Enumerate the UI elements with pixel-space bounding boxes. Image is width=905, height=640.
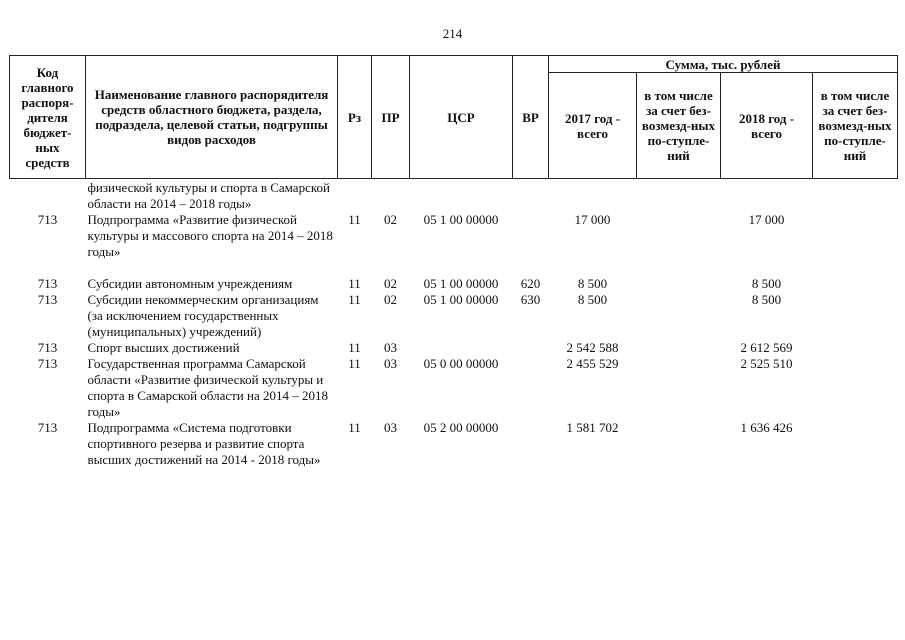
cell-2017-free	[637, 212, 721, 260]
table-row	[10, 292, 898, 340]
cell-name: Государственная программа Самарской области «Развитие физической культуры и спорта в Самарской области на 2014 – 2018 годы»	[87, 356, 328, 419]
table-row	[10, 212, 898, 260]
cell-2017-total: 8 500	[577, 276, 608, 291]
header-rz: Рз	[338, 56, 372, 179]
cell-code: 713	[37, 276, 58, 291]
table-header	[10, 56, 898, 179]
cell-csr	[410, 340, 513, 356]
cell-code	[10, 179, 86, 213]
cell-rz	[338, 179, 372, 213]
cell-2018-total: 2 525 510	[740, 356, 793, 371]
cell-2017-total: 1 581 702	[566, 420, 619, 435]
cell-2018-total: 8 500	[751, 292, 782, 307]
cell-2017-free	[637, 356, 721, 420]
cell-2018-total: 17 000	[748, 212, 785, 227]
cell-pr: 02	[384, 212, 397, 227]
header-2017-free: в том числе за счет без-возмезд-ных по-ступле-ний	[637, 73, 721, 179]
table-body	[10, 179, 898, 469]
cell-name: Подпрограмма «Развитие физической культуры и массового спорта на 2014 – 2018 годы»	[87, 212, 333, 259]
cell-pr: 03	[384, 420, 397, 435]
cell-code: 713	[37, 356, 58, 371]
cell-vr: 630	[520, 292, 541, 307]
table-row	[10, 340, 898, 356]
cell-csr: 05 2 00 00000	[423, 420, 499, 435]
cell-pr: 03	[384, 340, 397, 355]
cell-2018-free	[813, 356, 898, 420]
cell-2018-free	[813, 340, 898, 356]
page-number: 214	[442, 26, 463, 41]
cell-rz: 11	[348, 340, 361, 355]
cell-name: Субсидии автономным учреждениям	[87, 276, 293, 291]
cell-rz: 11	[348, 356, 361, 371]
cell-2018-total: 1 636 426	[740, 420, 793, 435]
cell-name: Спорт высших достижений	[87, 340, 240, 355]
cell-vr	[513, 179, 549, 213]
cell-csr: 05 1 00 00000	[423, 276, 499, 291]
cell-2018-total: 2 612 569	[740, 340, 793, 355]
header-sum-group: Сумма, тыс. рублей	[549, 56, 898, 73]
header-pr: ПР	[372, 56, 410, 179]
cell-vr	[513, 212, 549, 260]
table-row	[10, 420, 898, 468]
cell-pr: 02	[384, 292, 397, 307]
table-row	[10, 276, 898, 292]
cell-2017-total: 2 455 529	[566, 356, 619, 371]
cell-pr: 03	[384, 356, 397, 371]
header-2018-total: 2018 год - всего	[721, 73, 813, 179]
cell-pr: 02	[384, 276, 397, 291]
cell-2017-free	[637, 420, 721, 468]
cell-2017-total: 17 000	[574, 212, 611, 227]
cell-2017-free	[637, 292, 721, 340]
cell-rz: 11	[348, 212, 361, 227]
cell-2018-free	[813, 292, 898, 340]
cell-csr: 05 0 00 00000	[423, 356, 499, 371]
header-name: Наименование главного распорядителя средств областного бюджета, раздела, подраздела, целевой статьи, подгруппы видов расходов	[86, 56, 338, 179]
cell-2017-free	[637, 179, 721, 213]
header-code: Код главного распоря-дителя бюджет-ных средств	[10, 56, 86, 179]
cell-2018-free	[813, 276, 898, 292]
spacer-cell	[10, 260, 898, 276]
cell-2018-total: 8 500	[751, 276, 782, 291]
cell-rz: 11	[348, 276, 361, 291]
cell-2017-total	[549, 179, 637, 213]
cell-code: 713	[37, 420, 58, 435]
spacer-row	[10, 260, 898, 276]
cell-vr	[513, 420, 549, 468]
cell-csr	[410, 179, 513, 213]
cell-name: Подпрограмма «Система подготовки спортивного резерва и развитие спорта высших достижений на 2014 - 2018 годы»	[87, 420, 321, 467]
cell-pr	[372, 179, 410, 213]
cell-rz: 11	[348, 292, 361, 307]
header-2017-total: 2017 год - всего	[549, 73, 637, 179]
cell-rz: 11	[348, 420, 361, 435]
budget-table	[9, 55, 898, 468]
cell-2017-total: 2 542 588	[566, 340, 619, 355]
cell-vr	[513, 340, 549, 356]
cell-vr	[513, 356, 549, 420]
cell-name: физической культуры и спорта в Самарской области на 2014 – 2018 годы»	[87, 180, 330, 211]
cell-2018-free	[813, 212, 898, 260]
cell-csr: 05 1 00 00000	[423, 292, 499, 307]
header-vr: ВР	[513, 56, 549, 179]
cell-2018-total	[721, 179, 813, 213]
cell-2017-free	[637, 276, 721, 292]
cell-csr: 05 1 00 00000	[423, 212, 499, 227]
cell-code: 713	[37, 292, 58, 307]
cell-2018-free	[813, 179, 898, 213]
header-csr: ЦСР	[410, 56, 513, 179]
cell-name: Субсидии некоммерческим организациям (за исключением государственных (муниципальных) учреждений)	[87, 292, 319, 339]
cell-2017-free	[637, 340, 721, 356]
table-row	[10, 356, 898, 420]
cell-code: 713	[37, 340, 58, 355]
cell-vr: 620	[520, 276, 541, 291]
cell-2018-free	[813, 420, 898, 468]
table-row	[10, 179, 898, 213]
cell-code: 713	[37, 212, 58, 227]
cell-2017-total: 8 500	[577, 292, 608, 307]
header-2018-free: в том числе за счет без-возмезд-ных по-ступле-ний	[813, 73, 898, 179]
